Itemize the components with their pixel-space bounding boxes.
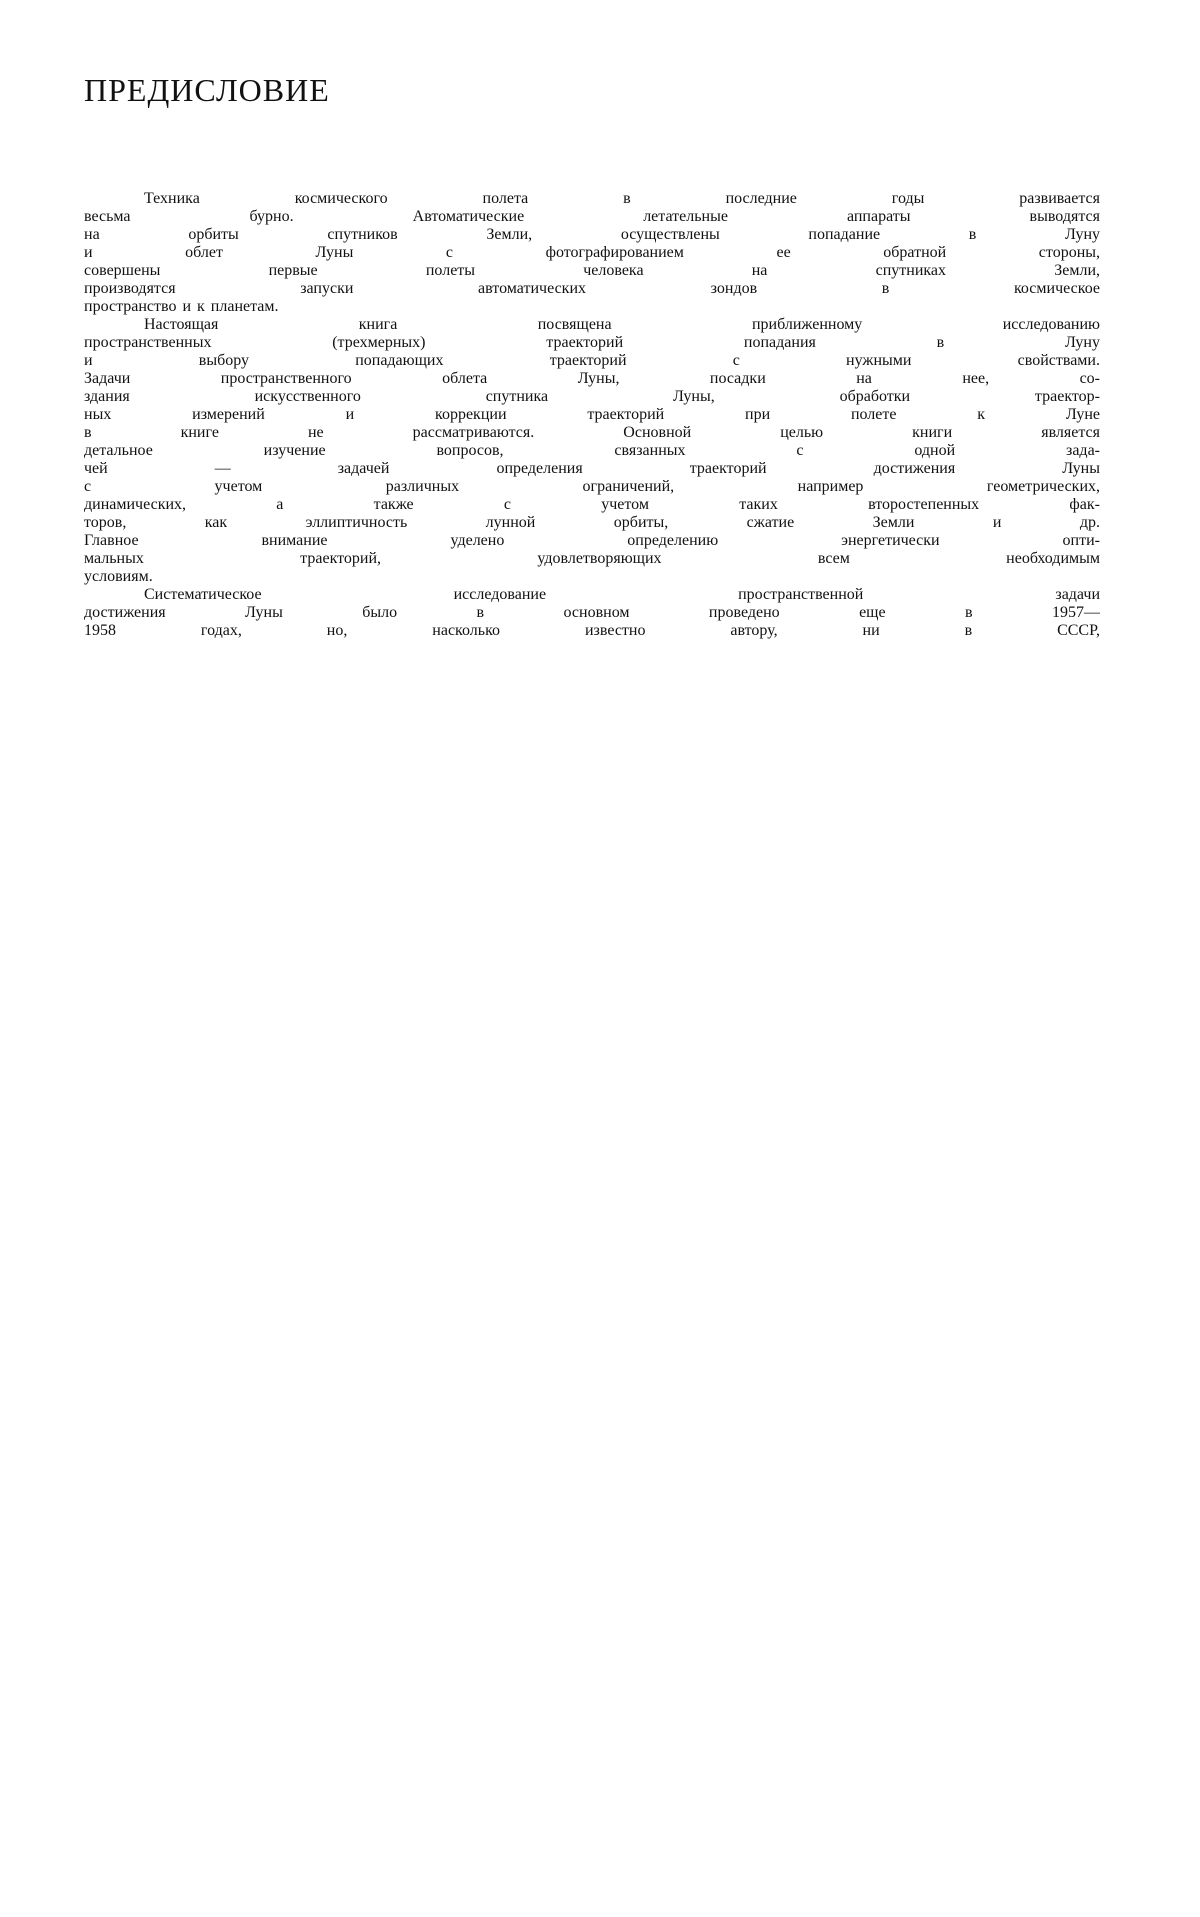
text-line: и выбору попадающих траекторий с нужными свойствами. [84, 352, 1100, 369]
text-line: динамических, а также с учетом таких второстепенных фак- [84, 496, 1100, 513]
paragraph-3 [84, 586, 1100, 640]
page [84, 70, 1100, 640]
text-line: чей — задачей определения траекторий достижения Луны [84, 460, 1100, 477]
text-line: весьма бурно. Автоматические летательные аппараты выводятся [84, 208, 1100, 225]
text-line: пространственных (трехмерных) траекторий попадания в Луну [84, 334, 1100, 351]
text-line: Техника космического полета в последние годы развивается [144, 190, 1100, 207]
text-line: в книге не рассматриваются. Основной целью книги является [84, 424, 1100, 441]
text-line: ных измерений и коррекции траекторий при полете к Луне [84, 406, 1100, 423]
text-line: торов, как эллиптичность лунной орбиты, сжатие Земли и др. [84, 514, 1100, 531]
text-line: производятся запуски автоматических зондов в космическое [84, 280, 1100, 297]
text-line: достижения Луны было в основном проведено еще в 1957— [84, 604, 1100, 621]
text-line: совершены первые полеты человека на спутниках Земли, [84, 262, 1100, 279]
text-line: Систематическое исследование пространственной задачи [144, 586, 1100, 603]
text-line: и облет Луны с фотографированием ее обратной стороны, [84, 244, 1100, 261]
text-line: 1958 годах, но, насколько известно автору, ни в СССР, [84, 622, 1100, 639]
text-line: с учетом различных ограничений, например геометрических, [84, 478, 1100, 495]
paragraph-1 [84, 190, 1100, 316]
text-line: пространство и к планетам. [84, 298, 279, 315]
text-line: здания искусственного спутника Луны, обработки траектор- [84, 388, 1100, 405]
text-line: Главное внимание уделено определению энергетически опти- [84, 532, 1100, 549]
text-line: детальное изучение вопросов, связанных с одной зада- [84, 442, 1100, 459]
text-line: на орбиты спутников Земли, осуществлены попадание в Луну [84, 226, 1100, 243]
text-line: Настоящая книга посвящена приближенному исследованию [144, 316, 1100, 333]
paragraph-2 [84, 316, 1100, 586]
text-line: мальных траекторий, удовлетворяющих всем необходимым [84, 550, 1100, 567]
text-line: условиям. [84, 568, 153, 585]
text-line: Задачи пространственного облета Луны, посадки на нее, со- [84, 370, 1100, 387]
page-title: ПРЕДИСЛОВИЕ [84, 72, 330, 108]
